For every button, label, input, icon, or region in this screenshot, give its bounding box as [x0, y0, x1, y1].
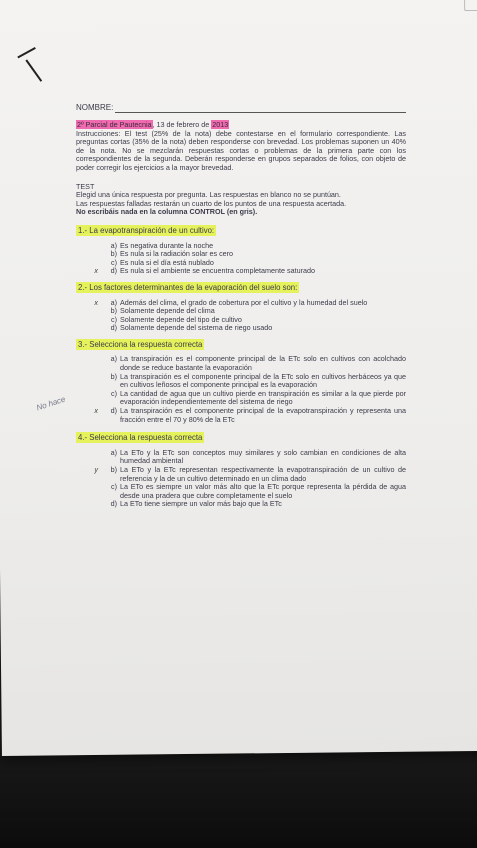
answer-mark: x	[94, 406, 98, 416]
option-letter: c)	[111, 314, 117, 324]
corner-square-icon	[464, 0, 477, 11]
option-letter: d)	[110, 499, 117, 509]
question-title: 4.- Selecciona la respuesta correcta	[78, 433, 203, 443]
answer-mark	[90, 324, 98, 333]
option-text: Solamente depende del sistema de riego usado	[120, 323, 273, 333]
option	[90, 373, 406, 390]
option-letter: a)	[110, 297, 117, 307]
instructions: Instrucciones: El test (25% de la nota) debe contestarse en el formulario correspondiente. Las preguntas cortas (35% de la nota) deben responderse con brevedad. Los problemas suponen un 40% de la nota. No se mezclarán respuestas cortas o problemas de la primera parte con los correspondientes de la segunda. Deberán responderse en grupos separados de folios, con objeto de poder corregir los ejercicios a la mayor brevedad.	[76, 128, 406, 172]
pen-stroke-icon	[17, 47, 36, 58]
option-text: Solamente depende del tipo de cultivo	[120, 314, 242, 324]
option-text: Es nula si el ambiente se encuentra completamente saturado	[120, 266, 315, 276]
option-text: La ETo y la ETc son conceptos muy similares y solo cambian en condiciones de alta humedad ambiental	[120, 447, 406, 466]
name-field	[76, 104, 406, 113]
option	[90, 267, 406, 276]
answer-mark	[90, 449, 98, 466]
answer-mark: y	[94, 465, 98, 474]
answer-mark	[90, 373, 98, 390]
question-title: 1.- La evapotranspiración de un cultivo:	[78, 225, 215, 235]
option-letter: c)	[111, 257, 117, 267]
question-1	[76, 227, 406, 276]
question-4	[76, 434, 406, 509]
option-text: Además del clima, el grado de cobertura por el cultivo y la humedad del suelo	[120, 297, 368, 307]
test-section	[76, 183, 406, 217]
test-line-3: No escribáis nada en la columna CONTROL (en gris).	[76, 207, 258, 217]
option-letter: b)	[110, 249, 117, 259]
option-letter: c)	[111, 388, 117, 398]
question-title: 3.- Selecciona la respuesta correcta	[78, 339, 203, 349]
option-letter: d)	[110, 406, 117, 416]
answer-mark: x	[94, 297, 98, 307]
answer-mark	[90, 390, 98, 407]
answer-mark	[90, 307, 98, 316]
option-text: La ETo es siempre un valor más alto que la ETc porque representa la pérdida de agua desde una pradera que cubre completamente el suelo	[120, 482, 406, 500]
option-text: Es nula si el día está nublado	[120, 257, 214, 267]
option-text: La transpiración es el componente principal de la ETc solo en cultivos con acolchado donde se reduce bastante la evaporación	[120, 354, 406, 373]
answer-mark	[90, 483, 98, 500]
exam-content	[76, 104, 406, 509]
answer-mark	[90, 500, 98, 509]
option-letter: d)	[110, 323, 117, 333]
option	[90, 407, 406, 424]
option-text: Es negativa durante la noche	[120, 240, 214, 250]
option-text: La ETo y la ETc representan respectivamente la evapotranspiración de un cultivo de referencia y la de un cultivo determinado en un clima dado	[120, 465, 406, 483]
option-letter: a)	[110, 354, 117, 364]
option-text: Solamente depende del clima	[120, 306, 215, 316]
exam-date: , 13 de febrero de	[152, 120, 212, 129]
option-letter: b)	[110, 306, 117, 316]
answer-mark: x	[94, 266, 98, 276]
option	[90, 390, 406, 407]
option-letter: b)	[110, 371, 117, 381]
option-text: La transpiración es el componente principal de la ETc solo en cultivos herbáceos ya que en cultivos leñosos el componente principal es la evaporación	[120, 371, 406, 390]
question-title: 2.- Los factores determinantes de la evaporación del suelo son:	[78, 282, 298, 292]
option	[90, 483, 406, 500]
name-label: NOMBRE:	[76, 103, 114, 113]
option-letter: c)	[111, 482, 117, 492]
test-heading: TEST	[76, 181, 95, 191]
pen-stroke-icon	[25, 59, 42, 81]
answer-mark	[90, 250, 98, 259]
option-text: Es nula si la radiación solar es cero	[120, 249, 234, 259]
answer-mark	[90, 355, 98, 372]
option	[90, 466, 406, 483]
option	[90, 355, 406, 372]
option	[90, 500, 406, 509]
option-text: La cantidad de agua que un cultivo pierde en transpiración es similar a la que pierde por evaporación independientemente del sistema de riego	[120, 388, 406, 407]
option-letter: a)	[110, 447, 117, 457]
option-letter: a)	[110, 240, 117, 250]
question-3	[76, 341, 406, 424]
option	[90, 324, 406, 333]
handwritten-margin-note: No hace	[35, 394, 67, 413]
name-line	[115, 104, 406, 113]
question-2	[76, 284, 406, 333]
test-line-1: Elegid una única respuesta por pregunta. Las respuestas en blanco no se puntúan.	[76, 190, 341, 200]
exam-year: 2013	[212, 120, 229, 129]
option-letter: b)	[110, 465, 117, 474]
option-text: La ETo tiene siempre un valor más bajo que la ETc	[120, 499, 282, 509]
answer-mark	[90, 316, 98, 325]
test-line-2: Las respuestas falladas restarán un cuarto de los puntos de una respuesta acertada.	[76, 198, 347, 208]
answer-mark	[90, 242, 98, 251]
exam-title: 2º Parcial de Pautecnia	[77, 120, 152, 129]
option-letter: d)	[110, 266, 117, 276]
option-text: La transpiración es el componente principal de la evapotranspiración y representa una fracción entre el 70 y 80% de la ETc	[120, 406, 406, 424]
option	[90, 449, 406, 466]
